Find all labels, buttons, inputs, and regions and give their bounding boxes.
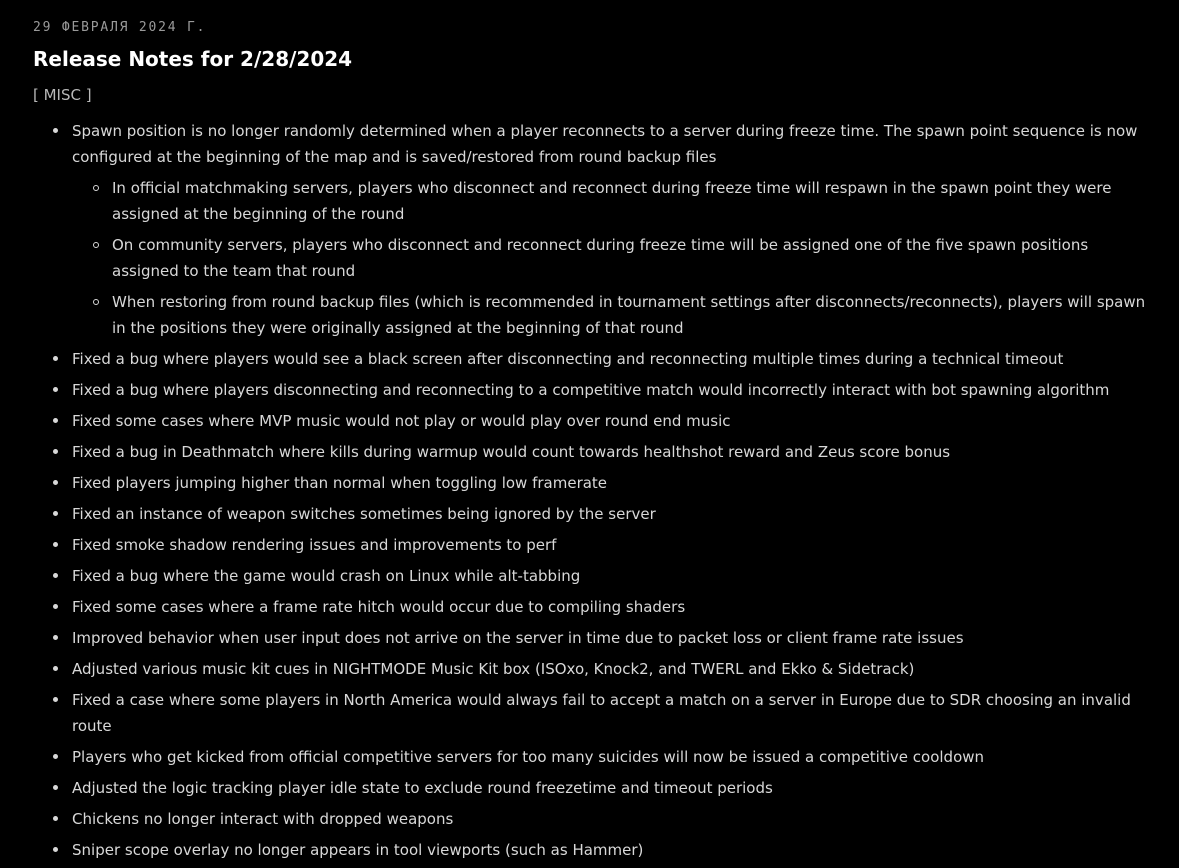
list-item xyxy=(0,501,1179,527)
note-text: Fixed a bug in Deathmatch where kills during warmup would count towards healthshot reward and Zeus score bonus xyxy=(72,443,951,461)
list-item xyxy=(0,532,1179,558)
note-text: Fixed a bug where players disconnecting and reconnecting to a competitive match would incorrectly interact with bot spawning algorithm xyxy=(72,381,1110,399)
list-item xyxy=(0,439,1179,465)
list-item xyxy=(0,625,1179,651)
list-item xyxy=(0,775,1179,801)
note-text: Fixed some cases where a frame rate hitch would occur due to compiling shaders xyxy=(72,598,686,616)
list-item xyxy=(0,408,1179,434)
sub-note-text: In official matchmaking servers, players who disconnect and reconnect during freeze time will respawn in the spawn point they were assigned at the beginning of the round xyxy=(112,179,1112,223)
list-item xyxy=(0,837,1179,863)
sub-list-item xyxy=(0,289,1165,341)
sub-note-text: On community servers, players who disconnect and reconnect during freeze time will be assigned one of the five spawn positions assigned to the team that round xyxy=(112,236,1089,280)
note-text: Adjusted the logic tracking player idle state to exclude round freezetime and timeout periods xyxy=(72,779,773,797)
list-item xyxy=(0,118,1179,341)
list-item xyxy=(0,687,1179,739)
list-item xyxy=(0,563,1179,589)
sub-note-text: When restoring from round backup files (which is recommended in tournament settings after disconnects/reconnects), players will spawn in the positions they were originally assigned at the beginning of that round xyxy=(112,293,1146,337)
post-date: 29 ФЕВРАЛЯ 2024 Г. xyxy=(33,20,207,35)
note-text: Fixed an instance of weapon switches sometimes being ignored by the server xyxy=(72,505,656,523)
list-item xyxy=(0,377,1179,403)
note-text: Fixed a case where some players in North America would always fail to accept a match on a server in Europe due to SDR choosing an invalid route xyxy=(72,691,1131,735)
note-text: Chickens no longer interact with dropped weapons xyxy=(72,810,454,828)
list-item xyxy=(0,656,1179,682)
note-text: Fixed players jumping higher than normal when toggling low framerate xyxy=(72,474,608,492)
note-text: Sniper scope overlay no longer appears in tool viewports (such as Hammer) xyxy=(72,841,644,859)
post-title: Release Notes for 2/28/2024 xyxy=(33,47,353,71)
note-text: Spawn position is no longer randomly determined when a player reconnects to a server during freeze time. The spawn point sequence is now configured at the beginning of the map and is saved/restored from round backup files xyxy=(72,122,1138,166)
note-text: Fixed some cases where MVP music would not play or would play over round end music xyxy=(72,412,731,430)
spawn-details-list xyxy=(0,175,1165,341)
release-notes-list xyxy=(0,118,1179,868)
note-text: Fixed a bug where players would see a black screen after disconnecting and reconnecting multiple times during a technical timeout xyxy=(72,350,1064,368)
list-item xyxy=(0,594,1179,620)
category-tag: [ MISC ] xyxy=(33,86,92,104)
list-item xyxy=(0,346,1179,372)
list-item xyxy=(0,470,1179,496)
note-text: Improved behavior when user input does not arrive on the server in time due to packet loss or client frame rate issues xyxy=(72,629,964,647)
list-item xyxy=(0,806,1179,832)
note-text: Players who get kicked from official competitive servers for too many suicides will now be issued a competitive cooldown xyxy=(72,748,985,766)
note-text: Fixed smoke shadow rendering issues and improvements to perf xyxy=(72,536,557,554)
sub-list-item xyxy=(0,175,1165,227)
list-item xyxy=(0,744,1179,770)
note-text: Adjusted various music kit cues in NIGHTMODE Music Kit box (ISOxo, Knock2, and TWERL and Ekko & Sidetrack) xyxy=(72,660,915,678)
note-text: Fixed a bug where the game would crash on Linux while alt-tabbing xyxy=(72,567,581,585)
sub-list-item xyxy=(0,232,1165,284)
